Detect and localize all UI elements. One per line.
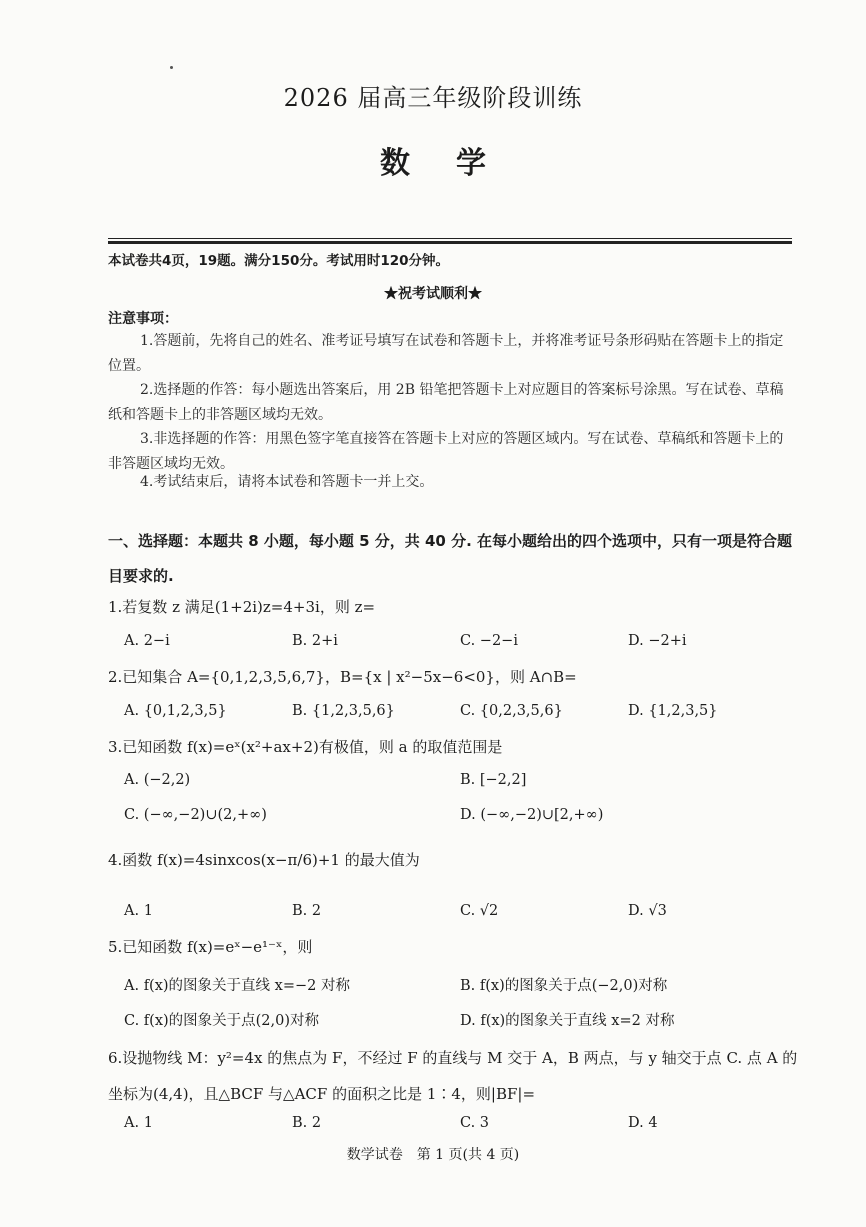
option-b: B. 2 (292, 903, 322, 919)
option-a: A. (−2,2) (124, 772, 191, 788)
option-b: B. 2 (292, 1115, 322, 1131)
option-a: A. f(x)的图象关于直线 x=−2 对称 (124, 978, 350, 994)
option-d: D. √3 (628, 903, 667, 919)
header-rule-thick (108, 241, 792, 244)
question-stem: 3.已知函数 f(x)=eˣ(x²+ax+2)有极值，则 a 的取值范围是 (108, 738, 503, 756)
notice-item: 1.答题前，先将自己的姓名、准考证号填写在试卷和答题卡上，并将准考证号条形码贴在答题卡上的指定位置。 (108, 333, 784, 374)
option-b: B. [−2,2] (460, 772, 527, 788)
option-c: C. −2−i (460, 633, 518, 649)
question-stem: 5.已知函数 f(x)=eˣ−e¹⁻ˣ，则 (108, 938, 313, 956)
option-b: B. 2+i (292, 633, 338, 649)
page-footer: 数学试卷 第 1 页(共 4 页) (346, 1147, 520, 1163)
good-luck-banner: ★祝考试顺利★ (384, 286, 482, 302)
notice-item: 2.选择题的作答：每小题选出答案后，用 2B 铅笔把答题卡上对应题目的答案标号涂黑。写在试卷、草稿纸和答题卡上的非答题区域均无效。 (108, 382, 784, 423)
notice-heading: 注意事项： (108, 311, 178, 327)
option-a: A. 2−i (124, 633, 170, 649)
section-heading: 一、选择题：本题共 8 小题，每小题 5 分，共 40 分. 在每小题给出的四个选项中，只有一项是符合题目要求的. (108, 532, 793, 585)
notice-item: 4.考试结束后，请将本试卷和答题卡一并上交。 (140, 474, 434, 490)
option-a: A. {0,1,2,3,5} (124, 703, 227, 719)
option-b: B. {1,2,3,5,6} (292, 703, 395, 719)
option-c: C. {0,2,3,5,6} (460, 703, 563, 719)
notice-item: 3.非选择题的作答：用黑色签字笔直接答在答题卡上对应的答题区域内。写在试卷、草稿纸和答题卡上的非答题区域均无效。 (108, 431, 784, 472)
question-stem: 1.若复数 z 满足(1+2i)z=4+3i，则 z= (108, 598, 376, 616)
option-a: A. 1 (124, 903, 153, 919)
question-stem: 4.函数 f(x)=4sinxcos(x−π/6)+1 的最大值为 (108, 851, 420, 869)
subject-title: 数学 (380, 146, 532, 181)
question-stem: 6.设抛物线 M：y²=4x 的焦点为 F，不经过 F 的直线与 M 交于 A，B 两点，与 y 轴交于点 C. 点 A 的坐标为(4,4)，且△BCF 与△ACF 的面积之比是 1∶4，则|BF|= (108, 1049, 798, 1103)
question-stem: 2.已知集合 A={0,1,2,3,5,6,7}，B={x | x²−5x−6<0}，则 A∩B= (108, 668, 577, 686)
exam-info: 本试卷共4页，19题。满分150分。考试用时120分钟。 (108, 253, 450, 269)
option-c: C. f(x)的图象关于点(2,0)对称 (124, 1013, 320, 1029)
option-d: D. −2+i (628, 633, 687, 649)
option-c: C. √2 (460, 903, 499, 919)
option-d: D. 4 (628, 1115, 658, 1131)
option-a: A. 1 (124, 1115, 153, 1131)
option-c: C. 3 (460, 1115, 490, 1131)
scan-speck (170, 66, 173, 69)
option-d: D. (−∞,−2)∪[2,+∞) (460, 807, 604, 823)
option-d: D. {1,2,3,5} (628, 703, 718, 719)
exam-title: 2026 届高三年级阶段训练 (283, 84, 583, 112)
option-d: D. f(x)的图象关于直线 x=2 对称 (460, 1013, 675, 1029)
option-c: C. (−∞,−2)∪(2,+∞) (124, 807, 267, 823)
header-rule-thin (108, 238, 792, 239)
option-b: B. f(x)的图象关于点(−2,0)对称 (460, 978, 668, 994)
